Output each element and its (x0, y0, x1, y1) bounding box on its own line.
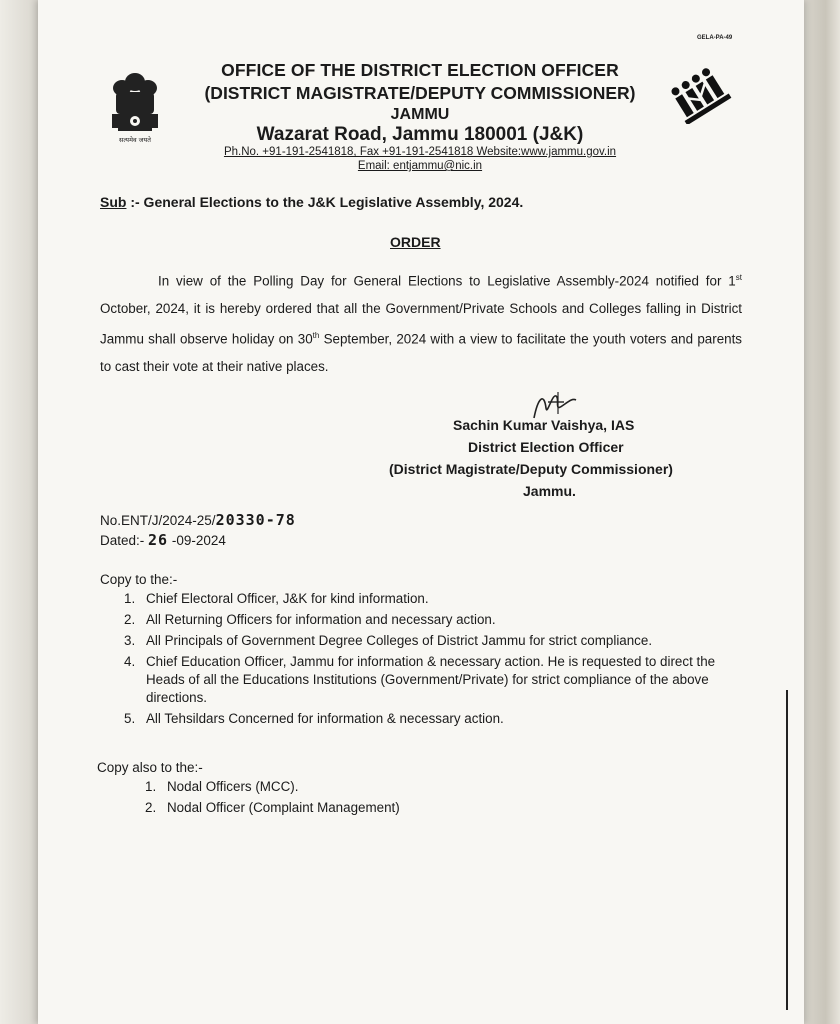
copy-to-list (124, 590, 744, 731)
order-body-part2: October, 2024, it is hereby ordered that all the Government/Private Schools and Colleges falling in District Jammu shall observe holiday on 30 (100, 300, 742, 347)
signatory-office: (District Magistrate/Deputy Commissioner) (389, 461, 673, 477)
list-item (124, 710, 744, 728)
list-item-number: 5. (124, 711, 136, 726)
order-body-sup1: st (735, 273, 742, 282)
list-item-number: 2. (124, 612, 136, 627)
emblem-caption: सत्यमेव जयते (119, 136, 151, 144)
list-item (145, 799, 545, 817)
copy-also-to-list (145, 778, 545, 820)
reference-date-prefix: Dated:- (100, 533, 149, 548)
order-body (100, 264, 742, 381)
list-item-number: 4. (124, 654, 136, 669)
page-background-left (0, 0, 38, 1024)
order-body-part1: In view of the Polling Day for General Elections to Legislative Assembly-2024 notified for 1 (158, 273, 736, 289)
subject-label: Sub (100, 194, 127, 210)
reference-number (100, 511, 296, 529)
list-item (124, 590, 744, 608)
reference-code: GELA-PA-49 (697, 35, 733, 41)
list-item-text: All Principals of Government Degree Colleges of District Jammu for strict compliance. (146, 633, 653, 648)
office-email: Email: entjammu@nic.in (357, 160, 483, 172)
list-item-number: 2. (145, 800, 157, 815)
signatory-place: Jammu. (523, 483, 576, 499)
list-item-number: 1. (145, 779, 157, 794)
copy-also-to-heading: Copy also to the:- (97, 760, 203, 775)
list-item (124, 653, 744, 707)
order-body-sup2: th (312, 331, 320, 341)
list-item-text: Chief Electoral Officer, J&K for kind information. (146, 591, 429, 606)
order-title: ORDER (390, 234, 441, 250)
office-district: JAMMU (390, 106, 450, 123)
subject-line (100, 194, 523, 210)
office-title: OFFICE OF THE DISTRICT ELECTION OFFICER (221, 60, 619, 80)
list-item-number: 3. (124, 633, 136, 648)
list-item-text: All Tehsildars Concerned for information & necessary action. (146, 711, 504, 726)
copy-to-heading: Copy to the:- (100, 572, 178, 587)
reference-date (100, 531, 226, 549)
list-item (124, 611, 744, 629)
page-background-right (804, 0, 840, 1024)
list-item (145, 778, 545, 796)
list-item-text: All Returning Officers for information and necessary action. (146, 612, 496, 627)
order-body-part3: September, 2024 with a view to facilitate the youth voters and parents to cast their vote at their native places. (100, 331, 742, 375)
list-item-number: 1. (124, 591, 136, 606)
reference-number-prefix: No.ENT/J/2024-25/ (100, 513, 216, 528)
signatory-designation: District Election Officer (468, 439, 624, 455)
signatory-name: Sachin Kumar Vaishya, IAS (453, 417, 635, 433)
list-item (124, 632, 744, 650)
office-subtitle: (DISTRICT MAGISTRATE/DEPUTY COMMISSIONER) (204, 83, 636, 103)
list-item-text: Chief Education Officer, Jammu for information & necessary action. He is requested to direct the Heads of all the Educations Institutions (Government/Private) for strict compliance of the above directions. (146, 654, 716, 705)
reference-number-handwritten: 20330-78 (215, 511, 296, 529)
reference-date-handwritten: 26 (148, 531, 169, 549)
office-contact: Ph.No. +91-191-2541818, Fax +91-191-2541818 Website:www.jammu.gov.in (223, 146, 617, 158)
list-item-text: Nodal Officer (Complaint Management) (167, 800, 400, 815)
list-item-text: Nodal Officers (MCC). (167, 779, 299, 794)
reference-date-suffix: -09-2024 (168, 533, 226, 548)
office-address: Wazarat Road, Jammu 180001 (J&K) (256, 124, 584, 145)
margin-pen-line (786, 690, 788, 1010)
subject-text: :- General Elections to the J&K Legislative Assembly, 2024. (130, 194, 524, 210)
